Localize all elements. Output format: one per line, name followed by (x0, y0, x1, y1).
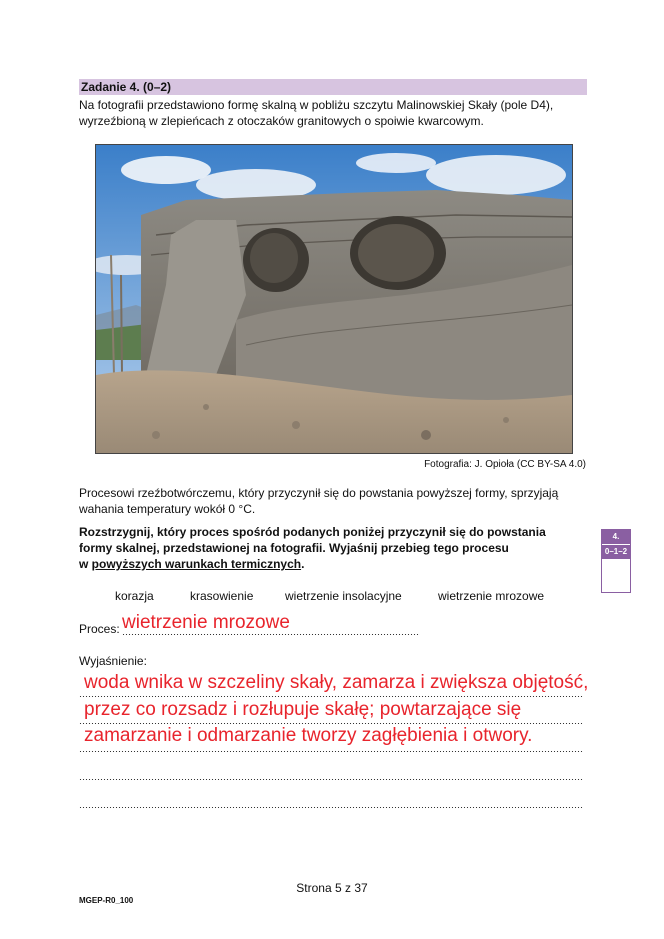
instruction-line-1: Rozstrzygnij, który proces spośród podanych poniżej przyczynił się do powstania (79, 525, 546, 539)
rock-formation-photo (95, 144, 573, 454)
option-korazja: korazja (115, 589, 154, 603)
question-context (79, 485, 589, 517)
explanation-line-5[interactable] (79, 807, 583, 808)
rock-photo-illustration (96, 145, 572, 453)
instruction-underlined-phrase: powyższych warunkach termicznych (91, 557, 302, 571)
page-number: Strona 5 z 37 (296, 881, 368, 895)
explanation-line-4[interactable] (79, 779, 583, 780)
explanation-handwritten-2: przez co rozsadz i rozłupuje skałę; powtarzające się (84, 699, 522, 720)
explanation-handwritten-1: woda wnika w szczeliny skały, zamarza i zwiększa objętość, (84, 672, 589, 693)
intro-line-2: wyrzeźbioną w zlepieńcach z otoczaków granitowych o spoiwie kwarcowym. (79, 114, 484, 128)
score-points-scale: 0–1–2 (602, 544, 630, 559)
explanation-line-3[interactable] (79, 751, 583, 752)
question-line-1: Procesowi rzeźbotwórczemu, który przyczynił się do powstania powyższej formy, sprzyjają (79, 486, 559, 500)
intro-line-1: Na fotografii przedstawiono formę skalną w pobliżu szczytu Malinowskiej Skały (pole D4), (79, 98, 554, 112)
option-krasowienie: krasowienie (190, 589, 254, 603)
instruction-line-3-suffix: . (301, 557, 305, 571)
photo-caption: Fotografia: J. Opioła (CC BY-SA 4.0) (424, 459, 586, 470)
task-instruction (79, 524, 589, 572)
proces-answer-line[interactable] (122, 634, 420, 635)
score-box (601, 529, 631, 593)
explanation-line-2[interactable] (79, 723, 583, 724)
proces-handwritten-answer: wietrzenie mrozowe (122, 612, 290, 633)
explanation-line-1[interactable] (79, 696, 583, 697)
score-task-number: 4. (602, 530, 630, 544)
task-intro (79, 97, 589, 129)
question-line-2: wahania temperatury wokół 0 °C. (79, 502, 256, 516)
option-wietrzenie-mrozowe: wietrzenie mrozowe (438, 589, 545, 603)
instruction-line-2: formy skalnej, przedstawionej na fotografii. Wyjaśnij przebieg tego procesu (79, 541, 509, 555)
exam-code: MGEP-R0_100 (79, 896, 134, 905)
task-header: Zadanie 4. (0–2) (79, 79, 587, 95)
option-wietrzenie-insolacyjne: wietrzenie insolacyjne (285, 589, 402, 603)
instruction-line-3 (79, 556, 589, 572)
instruction-line-3-prefix: w (79, 557, 92, 571)
explanation-label: Wyjaśnienie: (79, 654, 147, 668)
proces-label: Proces: (79, 622, 120, 636)
explanation-handwritten-3: zamarzanie i odmarzanie tworzy zagłębienia i otwory. (84, 725, 533, 746)
